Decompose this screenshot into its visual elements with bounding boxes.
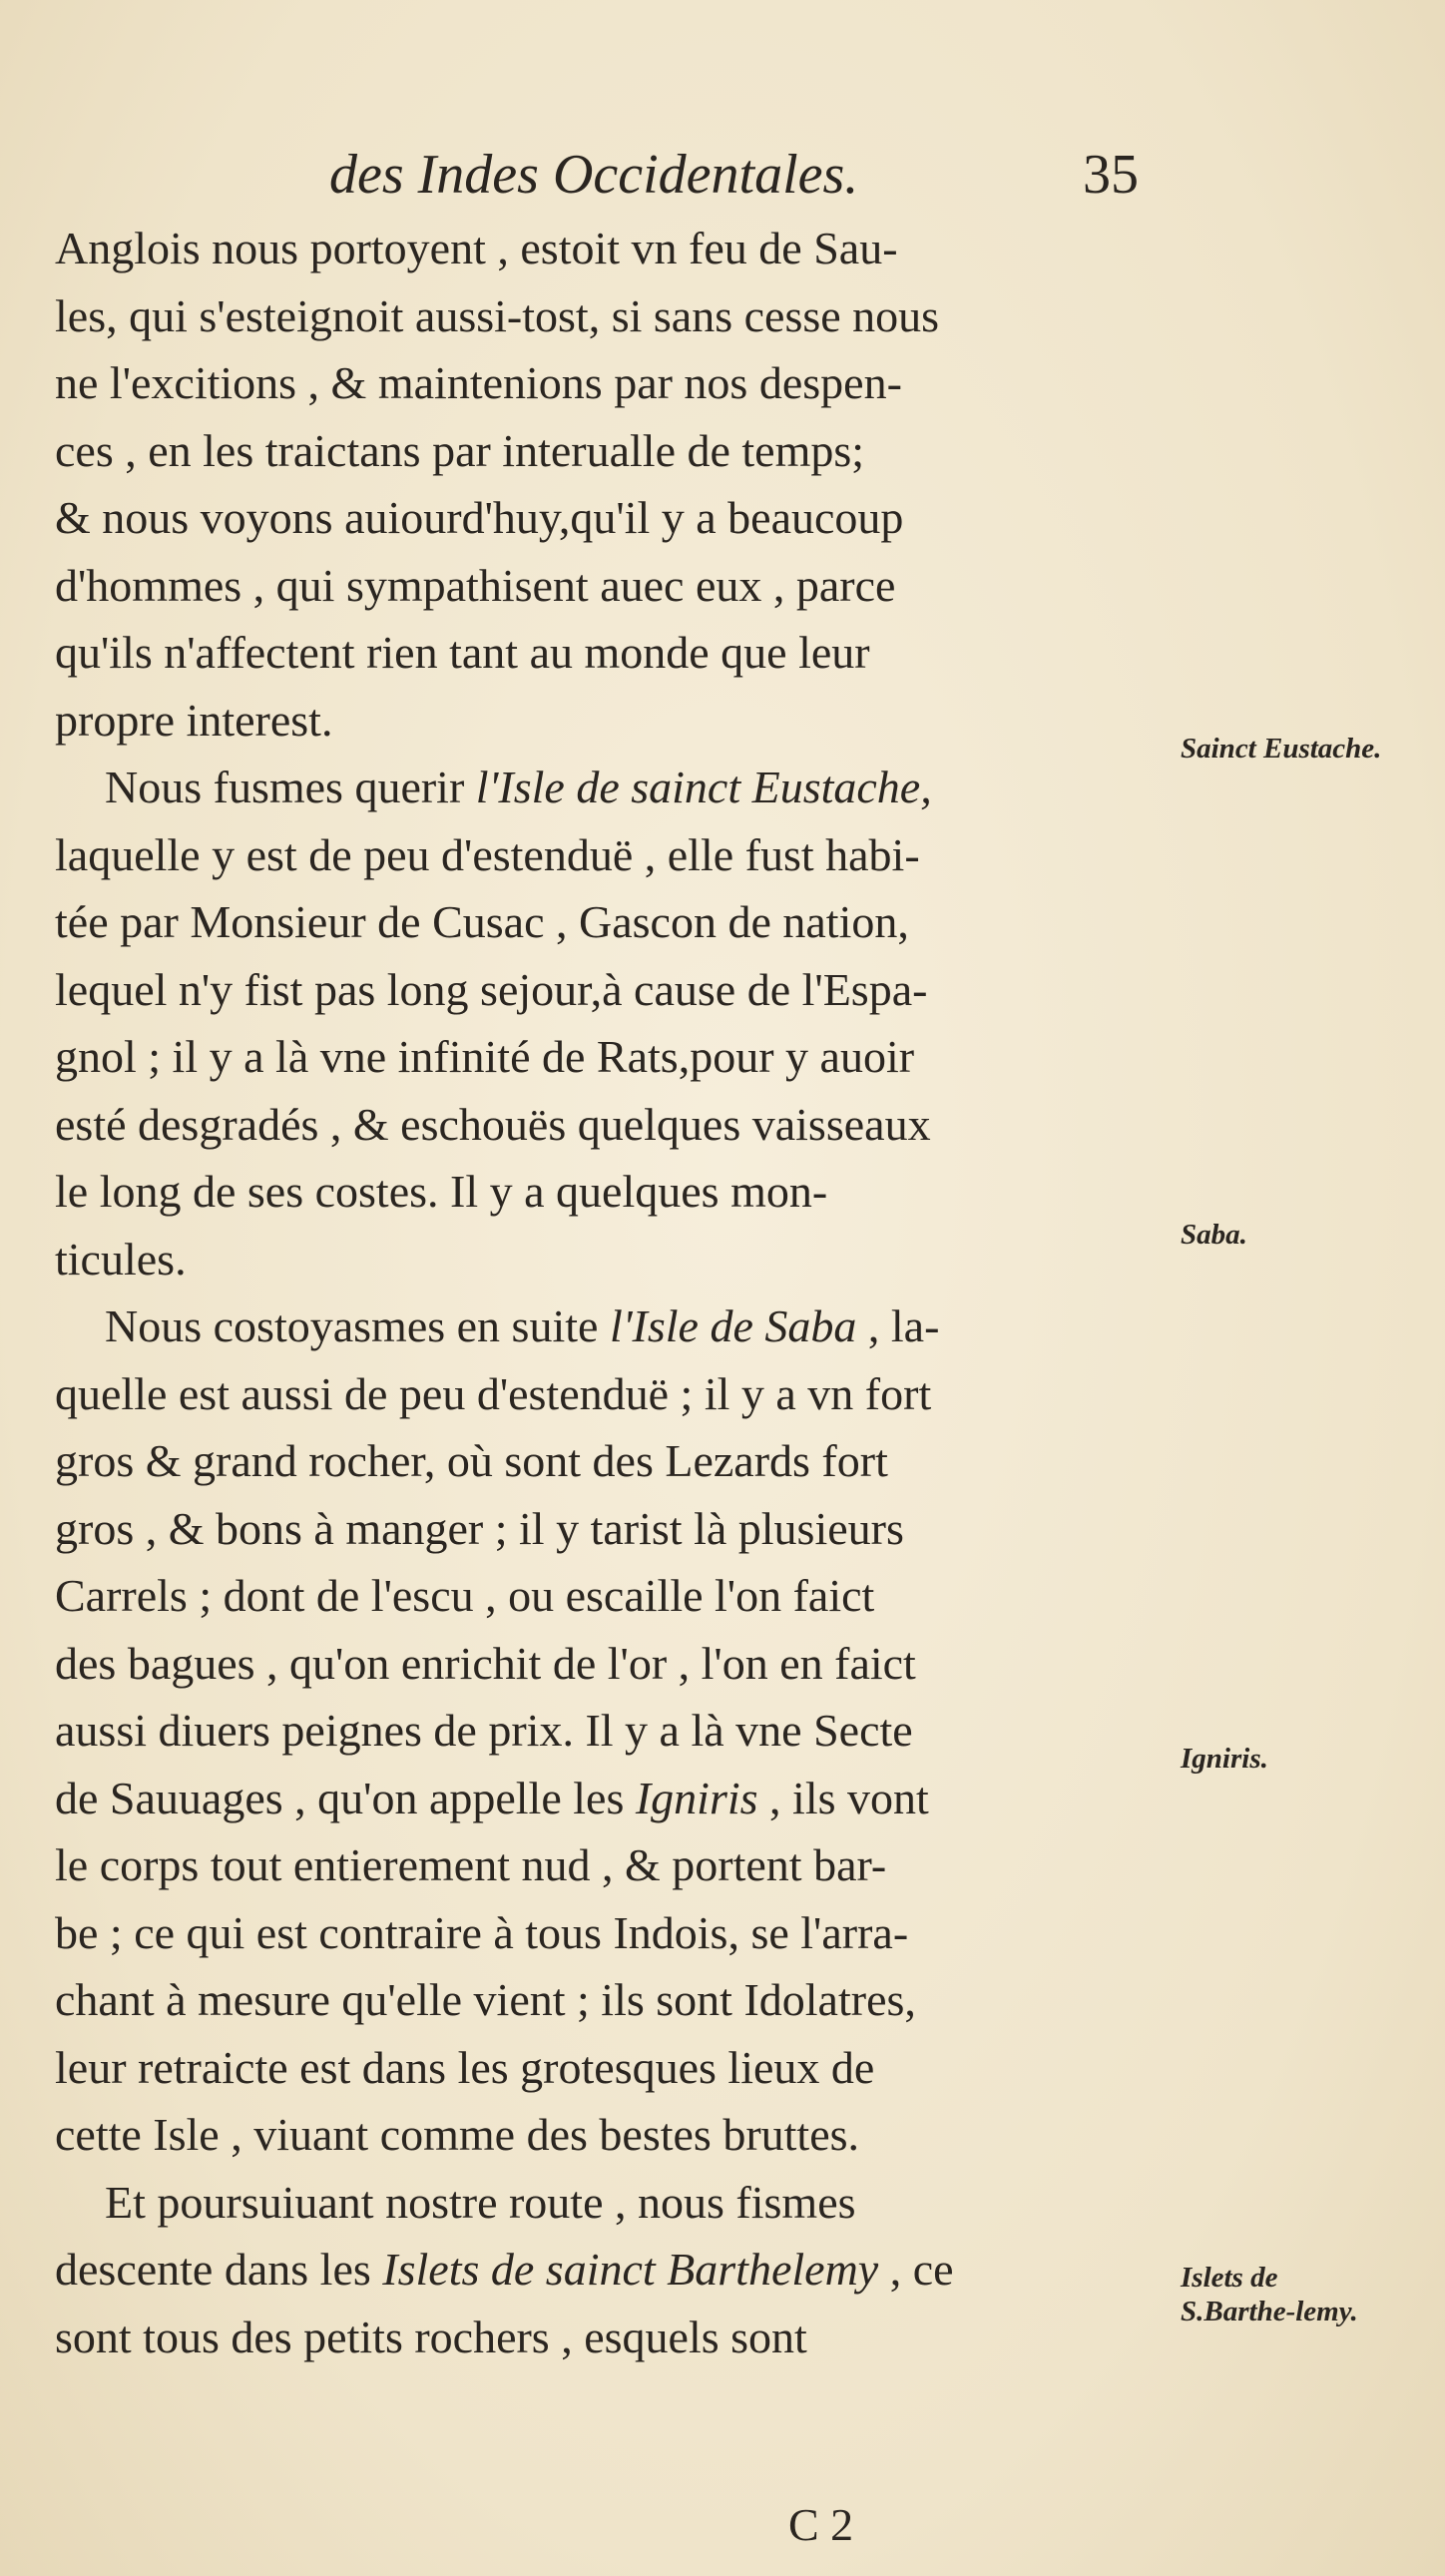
text-line [55, 1765, 1178, 1832]
text-line: d'hommes , qui sympathisent auec eux , parce [55, 559, 896, 611]
text-run: descente dans les [55, 2244, 383, 2295]
text-line: cette Isle , viuant comme des bestes bruttes. [55, 2109, 860, 2160]
text-line: & nous voyons auiourd'huy,qu'il y a beaucoup [55, 492, 904, 543]
text-line: tée par Monsieur de Cusac , Gascon de nation, [55, 896, 909, 947]
text-line: aussi diuers peignes de prix. Il y a là vne Secte [55, 1705, 913, 1756]
text-run: de Sauuages , qu'on appelle les [55, 1772, 636, 1823]
text-line [55, 2236, 1178, 2304]
text-line: gros & grand rocher, où sont des Lezards fort [55, 1435, 888, 1486]
text-run: , ils vont [757, 1772, 929, 1823]
text-run: Nous costoyasmes en suite [105, 1300, 610, 1351]
text-line: gnol ; il y a là vne infinité de Rats,pour y auoir [55, 1031, 915, 1082]
signature-mark: C 2 [788, 2499, 854, 2550]
text-line: esté desgradés , & eschouës quelques vaisseaux [55, 1098, 931, 1150]
text-line [55, 754, 1178, 821]
body-text [55, 215, 1178, 2370]
text-run: Nous fusmes querir [105, 762, 476, 812]
text-line: quelle est aussi de peu d'estenduë ; il y a vn fort [55, 1367, 932, 1419]
text-line: des bagues , qu'on enrichit de l'or , l'on en faict [55, 1637, 916, 1689]
italic-run: Igniris [635, 1772, 758, 1823]
text-line: Anglois nous portoyent , estoit vn feu de Sau- [55, 223, 898, 273]
italic-run: l'Isle de Saba [609, 1300, 857, 1351]
text-run: , ce [878, 2244, 954, 2295]
text-line [55, 1292, 1178, 1360]
italic-run: l'Isle de sainct Eustache, [475, 762, 932, 812]
italic-run: Islets de sainct Barthelemy [382, 2244, 879, 2295]
text-line: qu'ils n'affectent rien tant au monde que leur [55, 627, 870, 678]
text-line: propre interest. [55, 694, 333, 746]
text-run: , la- [856, 1300, 940, 1351]
text-line: sont tous des petits rochers , esquels sont [55, 2311, 807, 2362]
page-number: 35 [1083, 144, 1139, 206]
text-line: laquelle y est de peu d'estenduë , elle fust habi- [55, 828, 920, 880]
text-line: Carrels ; dont de l'escu , ou escaille l'on faict [55, 1570, 875, 1621]
text-line: gros , & bons à manger ; il y tarist là plusieurs [55, 1502, 904, 1554]
text-line: les, qui s'esteignoit aussi-tost, si sans cesse nous [55, 289, 940, 341]
running-head: des Indes Occidentales. [329, 144, 859, 206]
text-line: leur retraicte est dans les grotesques lieux de [55, 2041, 875, 2093]
text-line: le long de ses costes. Il y a quelques mon- [55, 1166, 828, 1217]
text-line: be ; ce qui est contraire à tous Indois, se l'arra- [55, 1906, 909, 1958]
text-line: chant à mesure qu'elle vient ; ils sont Idolatres, [55, 1974, 916, 2025]
margin-note-igniris: Igniris. [1181, 1743, 1268, 1775]
text-line: le corps tout entierement nud , & portent bar- [55, 1839, 887, 1890]
margin-note-saba: Saba. [1181, 1219, 1247, 1251]
margin-note-eustache: Sainct Eustache. [1181, 733, 1382, 765]
text-line: lequel n'y fist pas long sejour,à cause de l'Espa- [55, 963, 928, 1015]
margin-note-barthelemy: Islets de S.Barthe-lemy. [1181, 2262, 1358, 2327]
text-line: ticules. [55, 1233, 187, 1285]
text-line: ne l'excitions , & maintenions par nos despen- [55, 357, 902, 408]
text-line: Et poursuiuant nostre route , nous fismes [105, 2176, 856, 2228]
text-line: ces , en les traictans par interualle de temps; [55, 424, 865, 476]
